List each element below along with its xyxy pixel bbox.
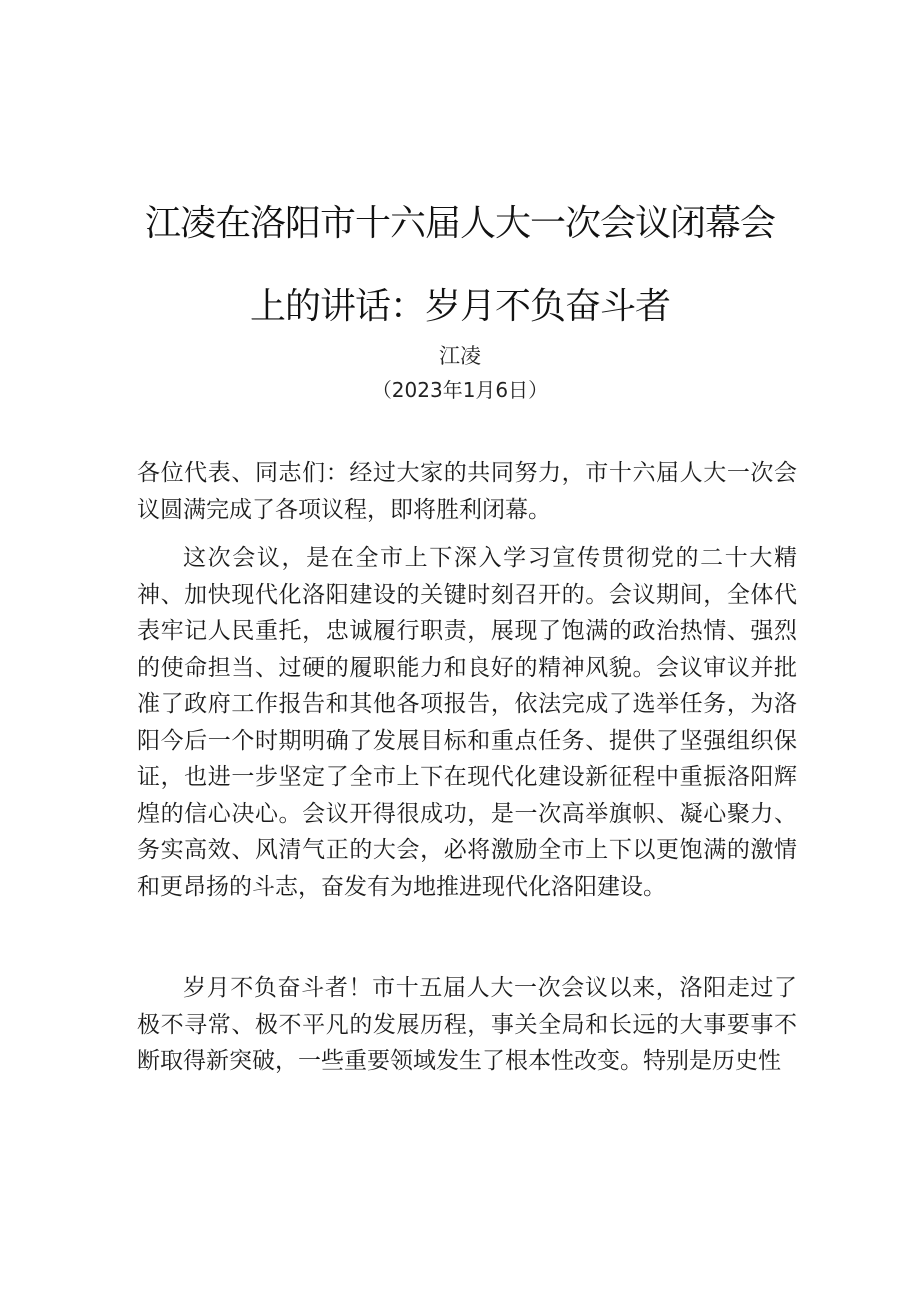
title-line-2: 上的讲话：岁月不负奋斗者 [249,286,670,327]
paragraph-meeting [137,540,797,905]
title-line-1: 江凌在洛阳市十六届人大一次会议闭幕会 [144,203,775,244]
paragraph-text: 岁月不负奋斗者！市十五届人大一次会议以来，洛阳走过了极不寻常、极不平凡的发展历程，事关全局和长远的大事要事不断取得新突破，一些重要领域发生了根本性改变。特别是历史性 [137,975,797,1074]
paragraph-text: 各位代表、同志们：经过大家的共同努力，市十六届人大一次会议圆满完成了各项议程，即将胜利闭幕。 [137,460,797,523]
paragraph-years [137,970,797,1080]
paragraph-salutation [137,455,797,528]
author: 江凌 [439,344,481,368]
paragraph-text: 这次会议，是在全市上下深入学习宣传贯彻党的二十大精神、加快现代化洛阳建设的关键时刻召开的。会议期间，全体代表牢记人民重托，忠诚履行职责，展现了饱满的政治热情、强烈的使命担当、过硬的履职能力和良好的精神风貌。会议审议并批准了政府工作报告和其他各项报告，依法完成了选举任务，为洛阳今后一个时期明确了发展目标和重点任务、提供了坚强组织保证，也进一步坚定了全市上下在现代化建设新征程中重振洛阳辉煌的信心决心。会议开得很成功，是一次高举旗帜、凝心聚力、务实高效、风清气正的大会，必将激励全市上下以更饱满的激情和更昂扬的斗志，奋发有为地推进现代化洛阳建设。 [137,545,797,900]
date: （2023年1月6日） [371,378,549,402]
